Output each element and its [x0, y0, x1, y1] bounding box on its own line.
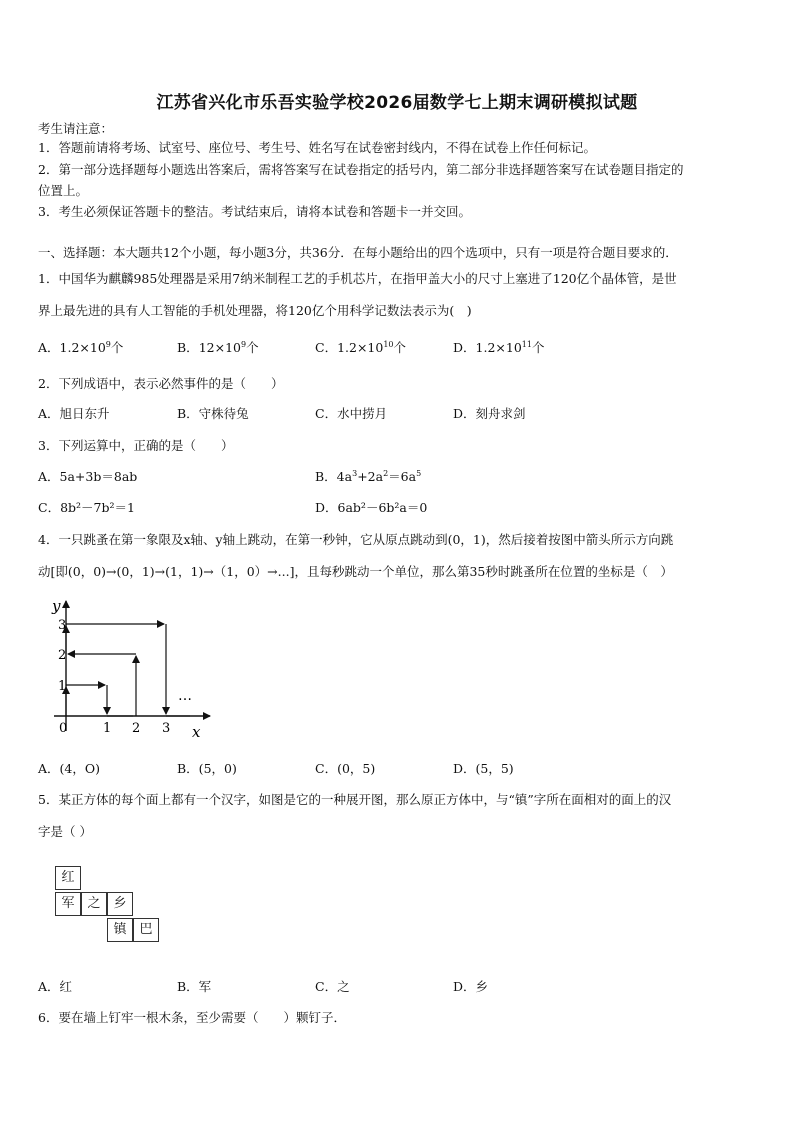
question-2-stem: 2．下列成语中，表示必然事件的是（ ） [38, 376, 284, 391]
question-6-stem: 6．要在墙上钉牢一根木条，至少需要（ ）颗钉子． [38, 1010, 346, 1025]
q1-option-a: A．$1.2\times 10^9$个 [38, 339, 124, 355]
question-5-stem: 字是（ ） [38, 824, 92, 839]
x-tick-label: 3 [162, 721, 171, 736]
q1-option-b: B．$12\times 10^9$个 [177, 339, 259, 355]
y-axis-label: y [52, 597, 61, 615]
q5-option-a: A．红 [38, 979, 73, 994]
q2-option-c: C．水中捞月 [315, 406, 388, 421]
y-tick-label: 3 [58, 618, 67, 633]
question-1-stem: 界上最先进的具有人工智能的手机处理器，将120亿个用科学记数法表示为( ) [38, 303, 472, 318]
x-tick-label: 2 [132, 721, 141, 736]
cube-net [55, 866, 165, 946]
q3-option-b: B．$4a^3+2a^2=6a^5$ [315, 468, 422, 484]
question-5-stem: 5．某正方体的每个面上都有一个汉字，如图是它的一种展开图，那么原正方体中，与“镇”字所在面相对的面上的汉 [38, 792, 672, 807]
q2-option-b: B．守株待兔 [177, 406, 249, 421]
x-tick-label: 1 [103, 721, 112, 736]
q1-option-d: D．$1.2\times 10^{11}$个 [453, 339, 545, 355]
q4-option-a: A．(4，O) [38, 761, 100, 776]
net-face: 之 [81, 892, 107, 916]
q2-option-d: D．刻舟求剑 [453, 406, 526, 421]
q4-option-d: D．(5，5) [453, 761, 514, 776]
origin-label: 0 [59, 721, 68, 736]
q3-option-a: A．5a+3b＝8ab [38, 469, 138, 484]
notice-item: 2．第一部分选择题每小题选出答案后，需将答案写在试卷指定的括号内，第二部分非选择题答案写在试卷题目指定的 [38, 162, 684, 177]
section-heading: 一、选择题：本大题共12个小题，每小题3分，共36分．在每小题给出的四个选项中，只有一项是符合题目要求的． [38, 245, 678, 260]
question-4-stem: 动[即(0，0)→(0，1)→(1，1)→（1，0）→...]，且每秒跳动一个单位，那么第35秒时跳蚤所在位置的坐标是（ ） [38, 564, 673, 579]
question-1-stem: 1．中国华为麒麟985处理器是采用7纳米制程工艺的手机芯片，在指甲盖大小的尺寸上塞进了120亿个晶体管，是世 [38, 271, 677, 286]
net-face: 红 [55, 866, 81, 890]
question-3-stem: 3．下列运算中，正确的是（ ） [38, 438, 234, 453]
q3-option-c: C．8b²－7b²＝1 [38, 500, 135, 515]
x-axis-label: x [192, 723, 201, 741]
q4-option-b: B．(5，0) [177, 761, 237, 776]
q5-option-b: B．军 [177, 979, 212, 994]
flea-path-graph [40, 595, 225, 745]
question-4-stem: 4．一只跳蚤在第一象限及x轴、y轴上跳动，在第一秒钟，它从原点跳动到(0，1)，然后接着按图中箭头所示方向跳 [38, 532, 674, 547]
notice-heading: 考生请注意： [38, 121, 114, 136]
net-face: 巴 [133, 918, 159, 942]
notice-item: 1．答题前请将考场、试室号、座位号、考生号、姓名写在试卷密封线内，不得在试卷上作任何标记。 [38, 140, 596, 155]
q5-option-d: D．乡 [453, 979, 489, 994]
notice-item: 位置上。 [38, 183, 89, 198]
q5-option-c: C．之 [315, 979, 350, 994]
net-face: 军 [55, 892, 81, 916]
net-face: 镇 [107, 918, 133, 942]
q1-option-c: C．$1.2\times 10^{10}$个 [315, 339, 407, 355]
y-tick-label: 2 [58, 648, 67, 663]
page-title: 江苏省兴化市乐吾实验学校2026届数学七上期末调研模拟试题 [156, 93, 638, 113]
notice-item: 3．考生必须保证答题卡的整洁。考试结束后，请将本试卷和答题卡一并交回。 [38, 204, 471, 219]
net-face: 乡 [107, 892, 133, 916]
q2-option-a: A．旭日东升 [38, 406, 110, 421]
y-tick-label: 1 [58, 679, 67, 694]
q4-option-c: C．(0，5) [315, 761, 376, 776]
q3-option-d: D．6ab²－6b²a＝0 [315, 500, 428, 515]
continuation-dots: … [178, 688, 192, 704]
